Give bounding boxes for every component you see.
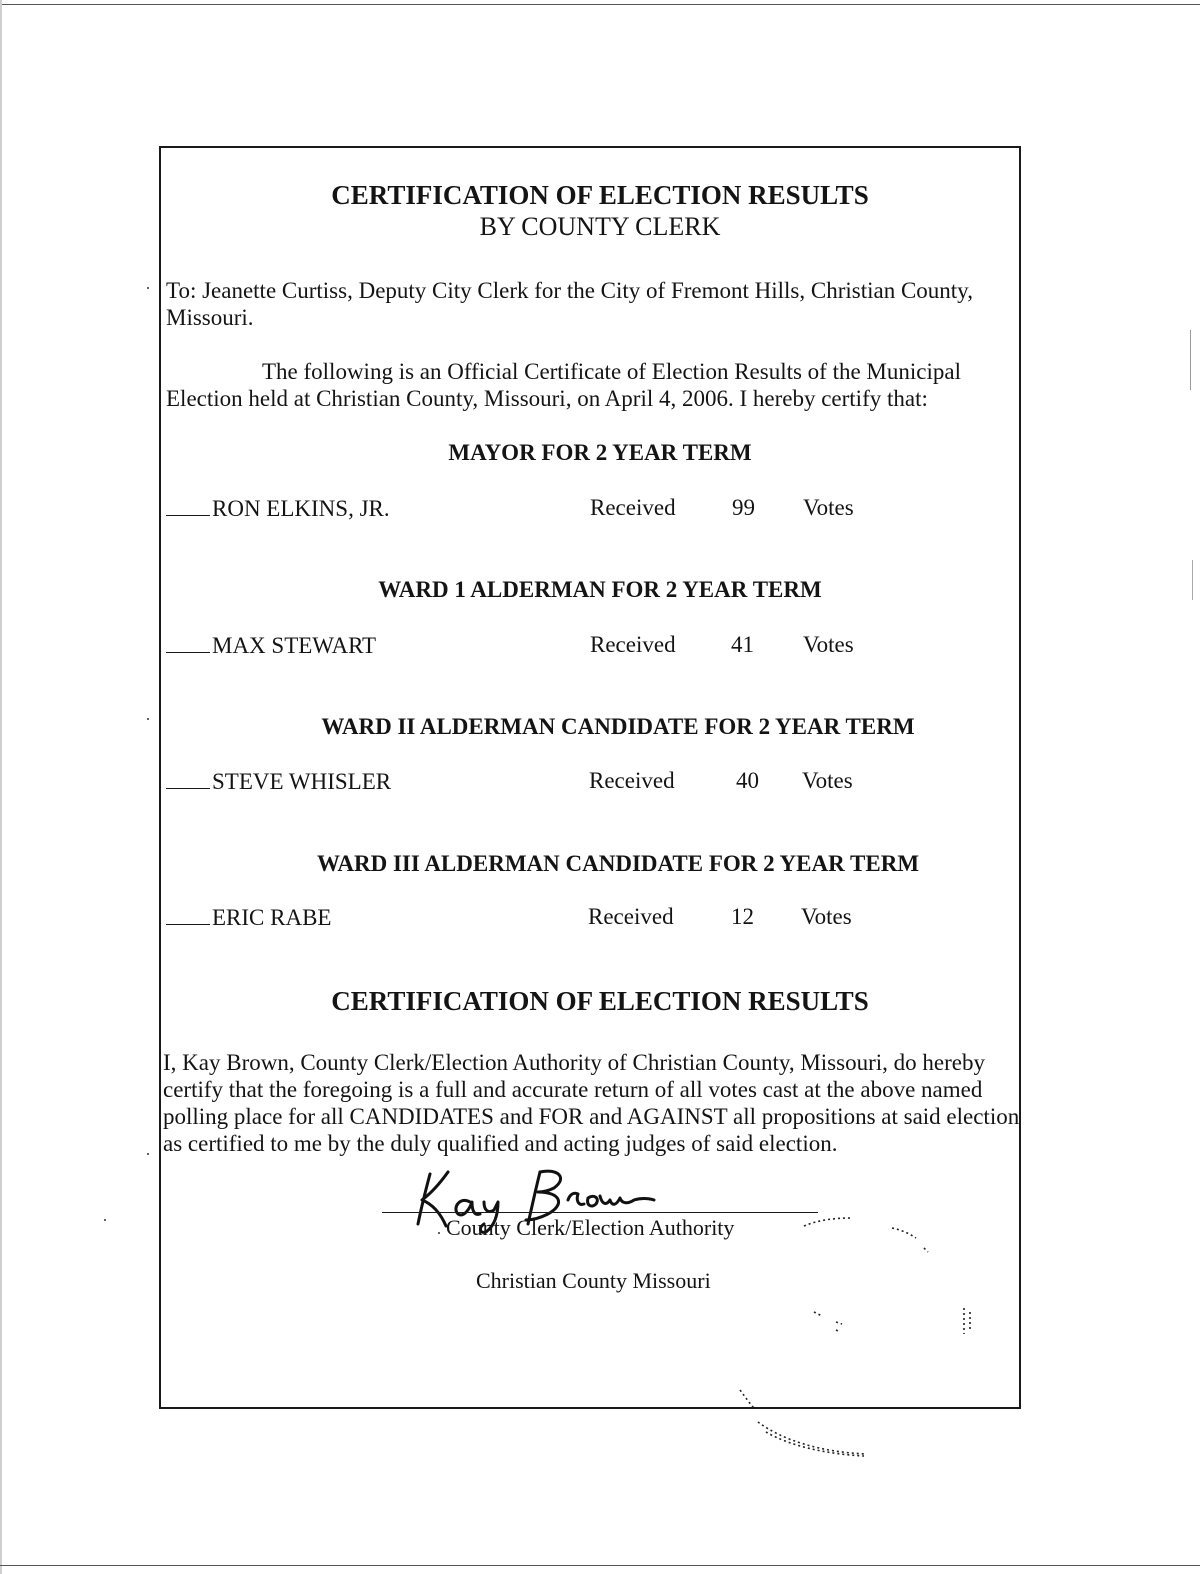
checkbox-blank-line [166,768,210,789]
candidate-name [166,904,331,931]
candidate-name-text: MAX STEWART [212,633,377,658]
embossed-seal-marks [730,1200,990,1470]
checkbox-blank-line [166,904,210,925]
page-edge-right [1190,330,1191,390]
page-edge-bottom [0,1565,1200,1566]
candidate-name [166,495,390,522]
votes-label: Votes [803,632,854,657]
received-label: Received [590,632,676,657]
vote-count: 40 [736,768,759,793]
votes-label: Votes [802,768,853,793]
scan-speck [104,1219,106,1221]
intro-paragraph: The following is an Official Certificate of Election Results of the Municipal Election held at Christian County, Missouri, on April 4, 2006. I hereby certify that: [166,359,961,411]
scan-speck [147,287,149,289]
candidate-name [166,768,391,795]
document-title: CERTIFICATION OF ELECTION RESULTS [331,180,869,210]
certification-heading: CERTIFICATION OF ELECTION RESULTS [331,986,869,1016]
candidate-name-text: ERIC RABE [212,905,332,930]
candidate-name-text: STEVE WHISLER [212,769,392,794]
received-label: Received [589,768,675,793]
candidate-name-text: RON ELKINS, JR. [212,496,390,521]
vote-count: 99 [732,495,755,520]
addressee-paragraph: To: Jeanette Curtiss, Deputy City Clerk for the City of Fremont Hills, Christian County, Missouri. [166,278,973,330]
document-subtitle: BY COUNTY CLERK [479,212,721,241]
vote-count: 12 [731,904,754,929]
votes-label: Votes [803,495,854,520]
scan-speck [147,718,149,720]
received-label: Received [590,495,676,520]
vote-count: 41 [731,632,754,657]
signature-role: County Clerk/Election Authority [446,1215,735,1240]
page-edge-top [0,4,1200,5]
certification-paragraph: I, Kay Brown, County Clerk/Election Authority of Christian County, Missouri, do hereby certify that the foregoing is a full and accurate return of all votes cast at the above named polling place for all CANDIDATES and FOR and AGAINST all propositions at said election as certified to me by the duly qualified and acting judges of said election. [163,1050,1020,1156]
scan-speck [438,1232,440,1234]
votes-label: Votes [801,904,852,929]
office-heading-mayor: MAYOR FOR 2 YEAR TERM [448,440,752,465]
received-label: Received [588,904,674,929]
office-heading-ward3: WARD III ALDERMAN CANDIDATE FOR 2 YEAR TERM [316,851,920,876]
office-heading-ward1: WARD 1 ALDERMAN FOR 2 YEAR TERM [378,577,822,602]
checkbox-blank-line [166,495,210,516]
signature-county: Christian County Missouri [476,1268,711,1293]
office-heading-ward2: WARD II ALDERMAN CANDIDATE FOR 2 YEAR TERM [321,714,915,739]
candidate-name [166,632,376,659]
scan-speck [147,1153,149,1155]
checkbox-blank-line [166,632,210,653]
